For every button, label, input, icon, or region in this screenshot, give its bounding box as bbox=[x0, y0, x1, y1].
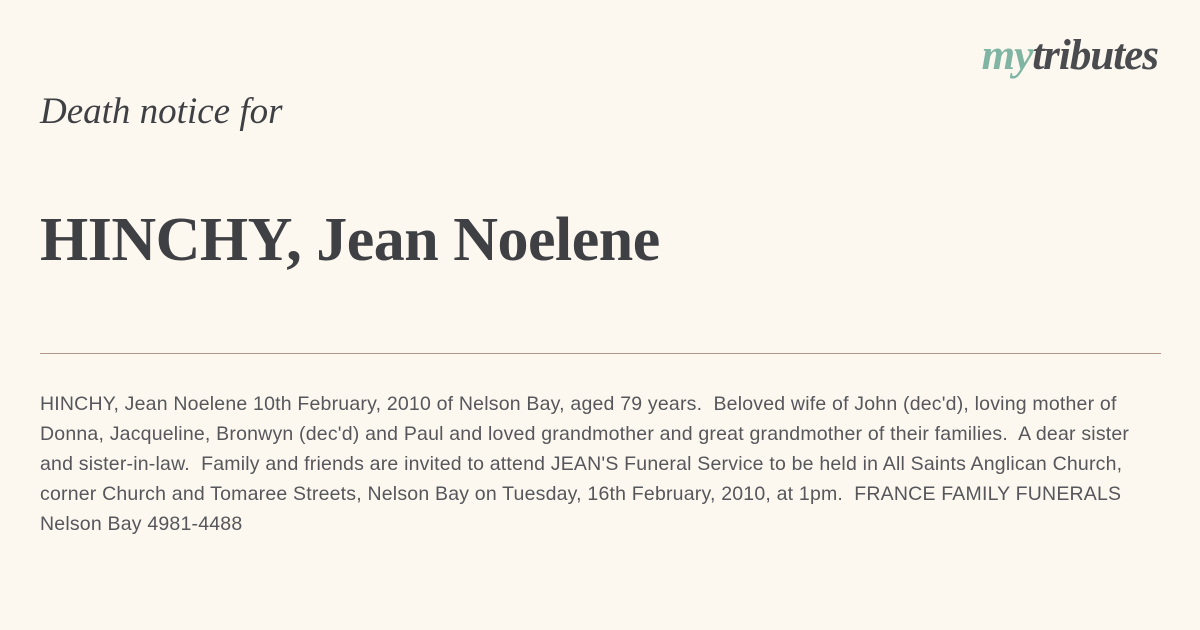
deceased-name-title: HINCHY, Jean Noelene bbox=[40, 206, 660, 274]
logo-text-my: my bbox=[981, 32, 1033, 79]
notice-body-text: HINCHY, Jean Noelene 10th February, 2010 of Nelson Bay, aged 79 years. Beloved wife of John (dec'd), loving mother of Donna, Jacqueline, Bronwyn (dec'd) and Paul and loved grandmother and great grandmother of their families. A dear sister and sister-in-law. Family and friends are invited to attend JEAN'S Funeral Service to be held in All Saints Anglican Church, corner Church and Tomaree Streets, Nelson Bay on Tuesday, 16th February, 2010, at 1pm. FRANCE FAMILY FUNERALS Nelson Bay 4981-4488 bbox=[40, 393, 1135, 535]
mytributes-logo bbox=[982, 34, 1158, 77]
divider-line bbox=[40, 353, 1161, 354]
logo-text-tributes: tributes bbox=[1032, 32, 1158, 79]
death-notice-kicker: Death notice for bbox=[40, 91, 283, 132]
